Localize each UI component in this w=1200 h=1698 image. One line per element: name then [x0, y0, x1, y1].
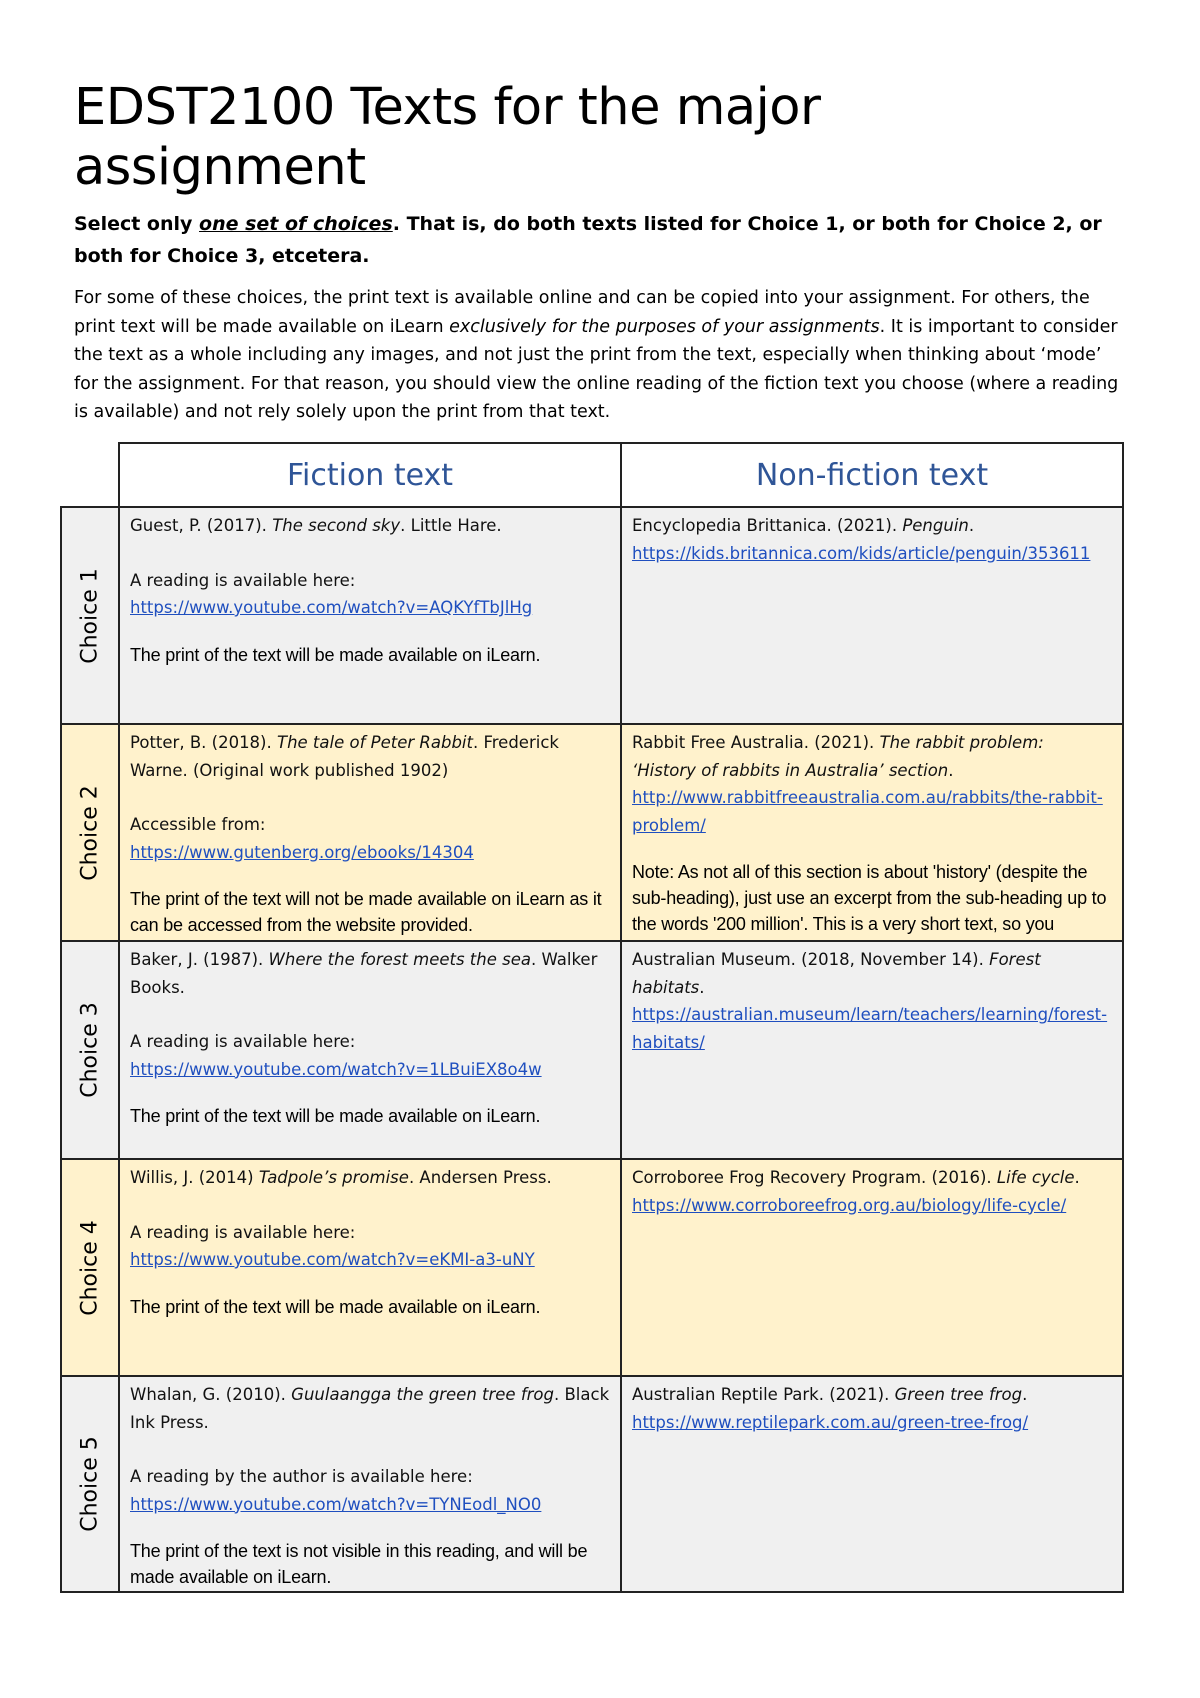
citation-author: Willis, J. (2014) — [130, 1168, 259, 1187]
document-page — [74, 78, 1124, 427]
citation-title: Guulaangga the green tree frog — [291, 1385, 554, 1404]
citation-title: Green tree frog — [894, 1385, 1023, 1404]
selection-instruction — [74, 208, 1124, 272]
header-fiction: Fiction text — [119, 443, 621, 507]
citation-author: Baker, J. (1987). — [130, 950, 269, 969]
instruction-emphasis: one set of choices — [199, 213, 393, 235]
intro-text-rest: . It is important to consider the text as a whole including any images, and not just the print from the text, especially when thinking about ‘mode’ for the assignment. For that reason, you should view the online reading of the fiction text you choose (where a reading is available) and not rely solely upon the print from that text. — [74, 316, 1119, 423]
nonfiction-citation — [632, 946, 1112, 1001]
citation-publisher: . Little Hare. — [400, 516, 502, 535]
reading-label: A reading by the author is available here: — [130, 1467, 473, 1486]
citation-title: Life cycle — [996, 1168, 1075, 1187]
fiction-citation — [130, 946, 610, 1001]
fiction-citation — [130, 729, 610, 784]
citation-end: . — [1074, 1168, 1080, 1187]
header-nonfiction: Non-fiction text — [621, 443, 1123, 507]
citation-end: . — [1022, 1385, 1028, 1404]
citation-author: Encyclopedia Brittanica. (2021). — [632, 516, 903, 535]
table-row — [61, 1376, 1123, 1592]
reading-label: A reading is available here: — [130, 1222, 356, 1242]
choice-label: Choice 1 — [77, 567, 103, 664]
citation-author: Corroboree Frog Recovery Program. (2016). — [632, 1168, 997, 1187]
intro-text: For some of these choices, the print text is available online and can be copied into your assignment. For others, the print text will be made available on iLearn — [74, 288, 1090, 337]
choice-label-cell — [61, 941, 119, 1159]
choice-label: Choice 4 — [77, 1219, 103, 1316]
citation-author: Whalan, G. (2010). — [130, 1385, 292, 1404]
citation-publisher: . Walker Books. — [130, 950, 598, 997]
choice-label-cell — [61, 1159, 119, 1376]
citation-author: Australian Museum. (2018, November 14). — [632, 950, 990, 969]
citation-author: Potter, B. (2018). — [130, 733, 277, 752]
nonfiction-citation — [632, 512, 1112, 540]
reading-link[interactable]: https://www.youtube.com/watch?v=eKMI-a3-uNY — [130, 1250, 535, 1269]
table-row — [61, 1159, 1123, 1376]
choice-label-cell — [61, 1376, 119, 1592]
reading-link[interactable]: https://www.youtube.com/watch?v=TYNEodl_NO0 — [130, 1494, 542, 1514]
citation-end: . — [968, 516, 975, 535]
citation-author: Guest, P. (2017). — [130, 516, 273, 535]
print-availability-note: The print of the text will be made available on iLearn. — [130, 1106, 541, 1126]
intro-emphasis: exclusively for the purposes of your assignments — [449, 316, 880, 337]
citation-author: Rabbit Free Australia. (2021). — [632, 733, 880, 752]
choice-label: Choice 2 — [77, 784, 103, 881]
reading-label: A reading is available here: — [130, 570, 356, 590]
citation-title: Where the forest meets the sea — [268, 950, 531, 969]
citation-title: Forest habitats — [632, 950, 1041, 997]
reading-link[interactable]: https://www.youtube.com/watch?v=AQKYfTbJlHg — [130, 598, 533, 617]
citation-title: The second sky — [272, 516, 401, 535]
fiction-cell — [119, 941, 621, 1159]
instruction-text: Select only — [74, 213, 200, 235]
nonfiction-link[interactable]: https://www.reptilepark.com.au/green-tree-frog/ — [632, 1412, 1029, 1432]
fiction-cell — [119, 1376, 621, 1592]
nonfiction-link[interactable]: https://kids.britannica.com/kids/article/penguin/353611 — [632, 543, 1091, 563]
print-availability-note: The print of the text is not visible in this reading, and will be made available on iLearn. — [130, 1541, 588, 1587]
fiction-cell — [119, 1159, 621, 1376]
citation-title: Tadpole’s promise — [258, 1168, 409, 1187]
choice-label-cell — [61, 724, 119, 941]
citation-title: The rabbit problem: ‘History of rabbits in Australia’ section — [632, 733, 1044, 780]
table-row — [61, 941, 1123, 1159]
nonfiction-citation — [632, 1164, 1112, 1192]
nonfiction-citation — [632, 1381, 1112, 1409]
nonfiction-cell — [621, 1376, 1123, 1592]
nonfiction-cell — [621, 1159, 1123, 1376]
nonfiction-note: Note: As not all of this section is about 'history' (despite the sub-heading), just use an excerpt from the sub-heading up to the words '200 million'. This is a very short text, so you — [632, 862, 1107, 934]
fiction-cell — [119, 724, 621, 941]
nonfiction-link[interactable]: https://www.corroboreefrog.org.au/biology/life-cycle/ — [632, 1195, 1067, 1215]
citation-author: Australian Reptile Park. (2021). — [632, 1385, 895, 1404]
choices-table — [60, 442, 1124, 1593]
choice-label: Choice 3 — [77, 1002, 103, 1098]
reading-link[interactable]: https://www.gutenberg.org/ebooks/14304 — [130, 842, 474, 862]
intro-paragraph — [74, 284, 1124, 427]
citation-title: The tale of Peter Rabbit — [277, 733, 473, 752]
nonfiction-cell — [621, 724, 1123, 941]
instruction-text-rest: . That is, do both texts listed for Choice 1, or both for Choice 2, or both for Choice 3, etcetera. — [74, 213, 1102, 267]
print-availability-note: The print of the text will not be made available on iLearn as it can be accessed from the website provided. — [130, 889, 602, 935]
reading-label: A reading is available here: — [130, 1032, 356, 1051]
table-row — [61, 507, 1123, 724]
table-row — [61, 724, 1123, 941]
page-title: EDST2100 Texts for the major assignment — [74, 78, 821, 197]
citation-end: . — [699, 977, 705, 997]
citation-publisher: . Frederick Warne. (Original work published 1902) — [130, 733, 559, 780]
choice-label-cell — [61, 507, 119, 724]
citation-title: Penguin — [902, 516, 969, 535]
nonfiction-cell — [621, 941, 1123, 1159]
citation-publisher: . Black Ink Press. — [130, 1385, 610, 1432]
reading-link[interactable]: https://www.youtube.com/watch?v=1LBuiEX8o4w — [130, 1059, 542, 1079]
nonfiction-cell — [621, 507, 1123, 724]
table-corner — [61, 443, 119, 507]
reading-label: Accessible from: — [130, 815, 266, 834]
citation-publisher: . Andersen Press. — [408, 1168, 552, 1187]
fiction-citation — [130, 1381, 610, 1436]
nonfiction-link[interactable]: https://australian.museum/learn/teachers/learning/forest-habitats/ — [632, 1005, 1108, 1052]
citation-end: . — [948, 760, 954, 780]
choice-label: Choice 5 — [77, 1436, 103, 1532]
print-availability-note: The print of the text will be made available on iLearn. — [130, 644, 541, 665]
nonfiction-link[interactable]: http://www.rabbitfreeaustralia.com.au/rabbits/the-rabbit-problem/ — [632, 788, 1103, 835]
fiction-cell — [119, 507, 621, 724]
nonfiction-citation — [632, 729, 1112, 784]
print-availability-note: The print of the text will be made available on iLearn. — [130, 1296, 541, 1317]
fiction-citation — [130, 1164, 610, 1192]
fiction-citation — [130, 512, 610, 540]
